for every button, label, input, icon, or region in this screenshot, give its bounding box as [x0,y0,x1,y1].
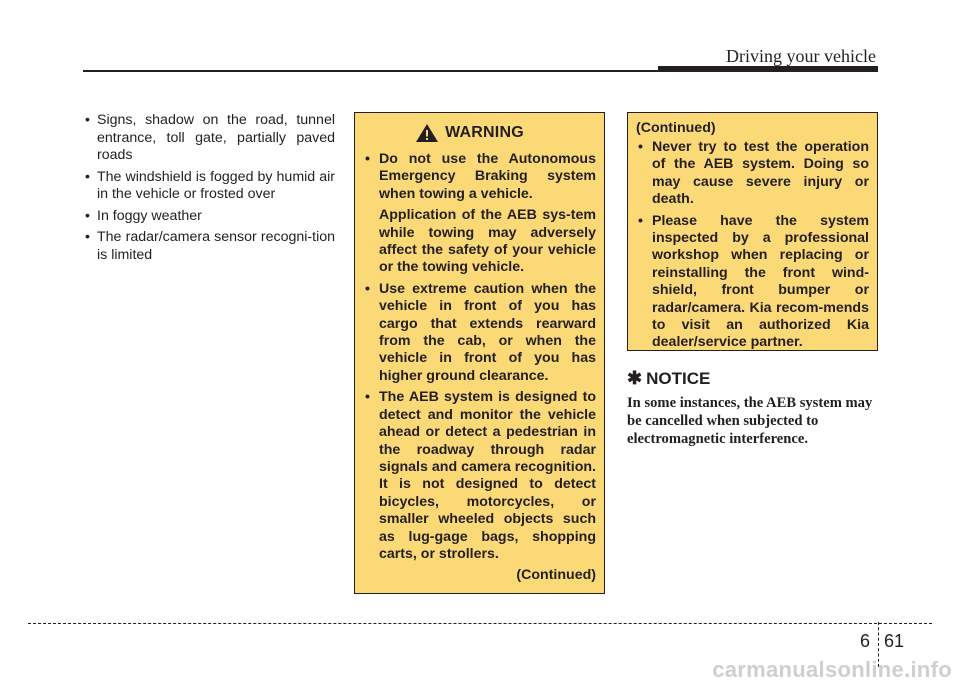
warning-header [363,123,596,143]
list-item: • The windshield is fogged by humid air in the vehicle or frosted over [83,169,335,204]
warning-item: • The AEB system is designed to detect and monitor the vehicle ahead or detect a pedestrian in the roadway through radar signals and camera recognition. It is not designed to detect bicycles, motorcycles, or smaller wheeled objects such as lug-gage bags, shopping carts, or strollers. [363,389,596,563]
warning-item: • Please have the system inspected by a professional workshop when replacing or reinstalling the front wind-shield, front bumper or radar/camera. Kia recom-mends to visit an authorized Kia dealer/service partner. [636,213,869,352]
section-number: 6 [860,631,871,651]
list-item: • The radar/camera sensor recogni-tion is limited [83,229,335,264]
notice-header [627,368,710,389]
notice-title: NOTICE [646,368,711,388]
warning-item: • Do not use the Autonomous Emergency Braking system when towing a vehicle. [363,151,596,203]
warning-title: WARNING [445,124,524,141]
warning-item: • Use extreme caution when the vehicle in front of you has cargo that extends rearward from the cab, or when the vehicle in front of you has higher ground clearance. [363,281,596,385]
footer-rule [28,623,932,624]
notice-body: In some instances, the AEB system may be cancelled when subjected to electromagnetic interference. [627,395,873,447]
notice-star-icon: ✱ [627,368,643,388]
watermark: carmanualsonline.info [712,657,952,682]
list-item: • In foggy weather [83,208,335,226]
continued-label: (Continued) [516,567,596,584]
continued-label: (Continued) [636,120,716,136]
header-rule [83,70,878,72]
continued-warning-box [627,112,878,351]
page-number: 61 [884,631,905,651]
warning-box [354,112,605,594]
warning-paragraph: Application of the AEB sys-tem while towing may adversely affect the safety of your vehicle or the towing vehicle. [379,207,596,276]
list-item: • Signs, shadow on the road, tunnel entrance, toll gate, partially paved roads [83,112,335,165]
warning-triangle-icon [415,123,439,143]
warning-item: • Never try to test the operation of the AEB system. Doing so may cause severe injury or death. [636,139,869,209]
section-title: Driving your vehicle [726,46,876,66]
left-column [83,112,335,268]
